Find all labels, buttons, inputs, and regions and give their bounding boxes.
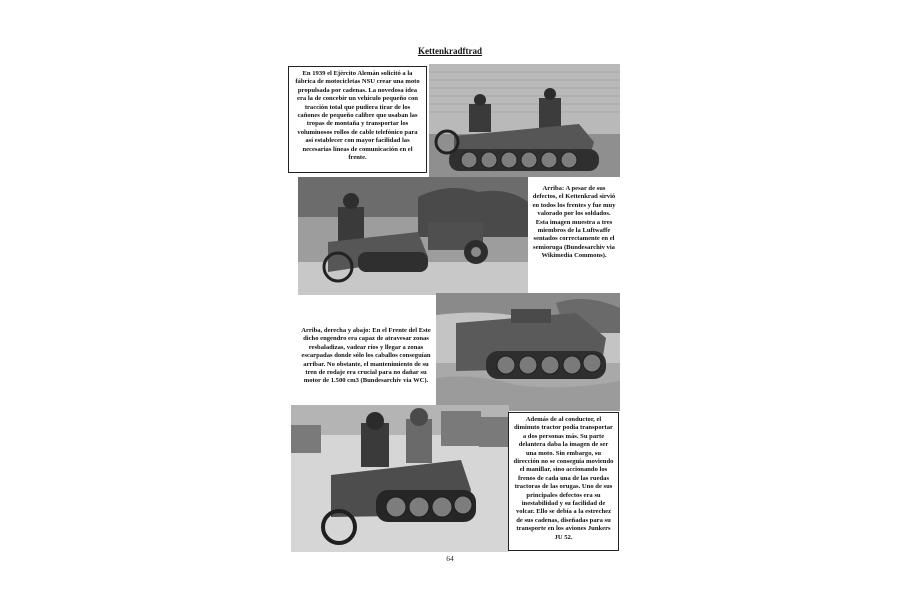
photo-kettenkrad-brick-wall (429, 64, 620, 177)
caption-conductor-box: Además de al conductor, el diminuto tractor podía transportar a dos personas más. Su parte delantera daba la imagen de ser una moto. Sin embargo, su dirección no se conseguía moviendo el manillar, sino accionando los frenos de cada una de las ruedas tractoras de las orugas. Uno de sus principales defectos era su inestabilidad y su facilidad de volcar. Ello se debía a la estrechez de sus cadenas, diseñadas para su transporte en los aviones Junkers JU 52. (508, 412, 619, 551)
caption-arriba: Arriba: A pesar de sus defectos, el Kettenkrad sirvió en todos los frentes y fue muy valorado por los soldados. Esta imagen muestra a tres miembros de la Luftwaffe sentados correctamente en el semioruga (Bundesarchiv via Wikimedia Commons). (532, 185, 616, 260)
caption-arriba-derecha-abajo: Arriba, derecha y abajo: En el Frente del Este dicho engendro era capaz de atravesar zonas resbaladizas, vadear ríos y llegar a zonas escarpadas donde sólo los caballos conseguían arribar. No obstante, el mantenimiento de su tren de rodaje era crucial para no dañar su motor de 1.500 cm3 (Bundesarchiv via WC). (301, 327, 431, 385)
intro-text-box: En 1939 el Ejército Alemán solicitó a la fábrica de motocicletas NSU crear una moto propulsada por cadenas. La novedosa idea era la de concebir un vehículo pequeño con tracción total que pudiera tirar de los cañones de pequeño calibre que usaban las tropas de montaña y transportar los voluminosos rollos de cable telefónico para así establecer con mayor facilidad las necesarias líneas de comunicación en el frente. (288, 66, 427, 173)
photo-kettenkrad-towing-cart (298, 177, 528, 295)
page-title: Kettenkradftrad (418, 46, 482, 56)
page-number: 64 (446, 554, 454, 563)
photo-kettenkrad-fording-river (436, 293, 620, 411)
photo-kettenkrad-snow-road (291, 405, 509, 552)
